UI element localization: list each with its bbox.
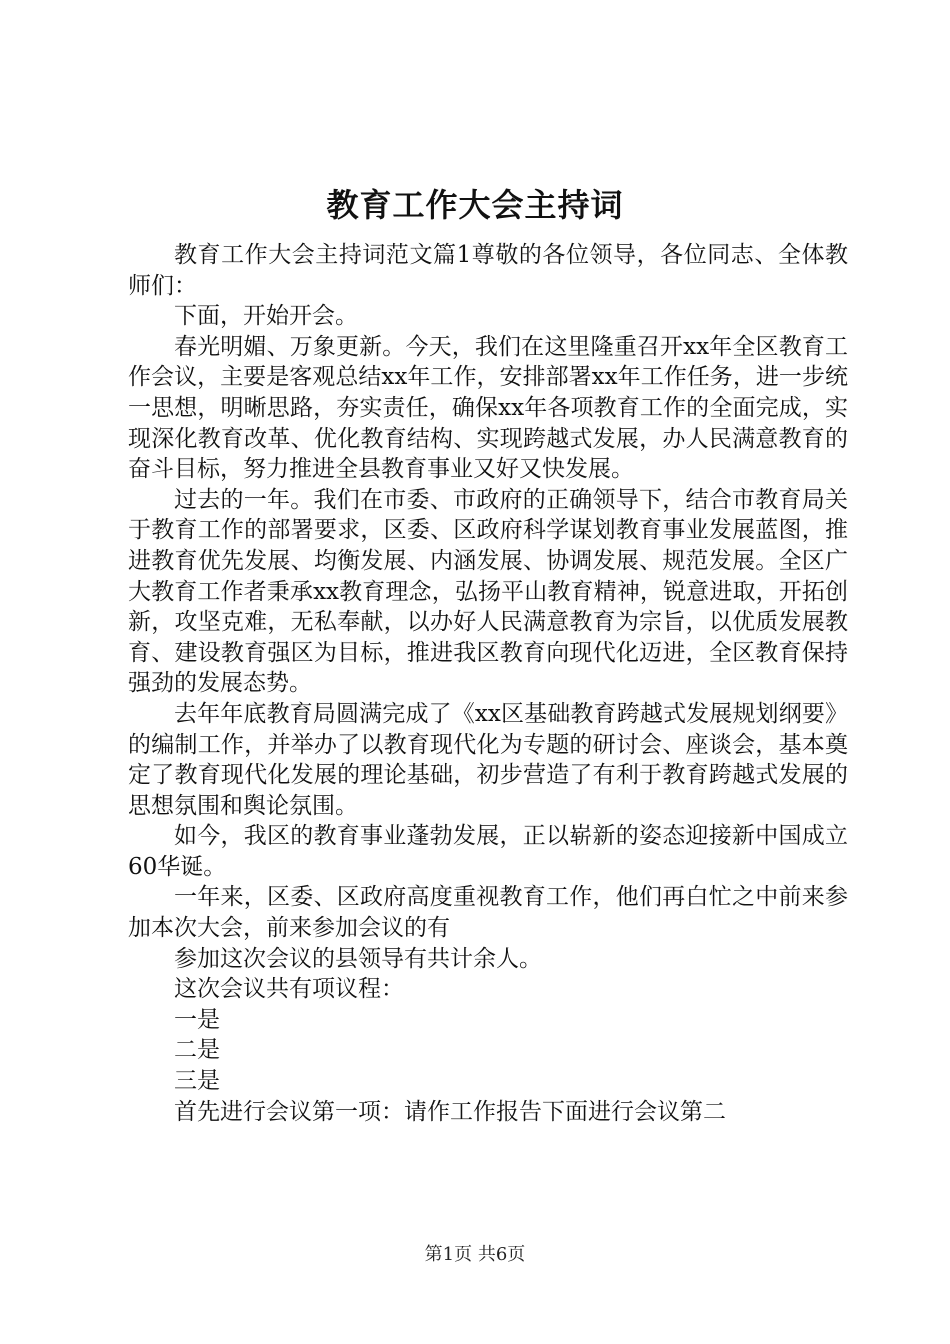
document-title: 教育工作大会主持词	[326, 186, 624, 224]
paragraph-spring: 春光明媚、万象更新。今天，我们在这里隆重召开xx年全区教育工作会议，主要是客观总结xx年工作，安排部署xx年工作任务，进一步统一思想，明晰思路，夯实责任，确保xx年各项教育工作的全面完成，实现深化教育改革、优化教育结构、实现跨越式发展，办人民满意教育的奋斗目标，努力推进全县教育事业又好又快发展。	[128, 333, 848, 483]
paragraph-now: 如今，我区的教育事业蓬勃发展，正以崭新的姿态迎接新中国成立60华诞。	[128, 823, 848, 880]
page-footer: 第1页 共6页	[424, 1244, 526, 1265]
document-body	[128, 240, 848, 1127]
paragraph-opening: 下面，开始开会。	[174, 303, 358, 330]
paragraph-salutation: 教育工作大会主持词范文篇1尊敬的各位领导，各位同志、全体教师们：	[128, 242, 848, 299]
agenda-item-2: 二是	[174, 1037, 220, 1064]
paragraph-agenda: 这次会议共有项议程：	[174, 976, 404, 1003]
paragraph-past-year: 过去的一年。我们在市委、市政府的正确领导下，结合市教育局关于教育工作的部署要求，区委、区政府科学谋划教育事业发展蓝图，推进教育优先发展、均衡发展、内涵发展、协调发展、规范发展。全区广大教育工作者秉承xx教育理念，弘扬平山教育精神，锐意进取，开拓创新，攻坚克难，无私奉献，以办好人民满意教育为宗旨，以优质发展教育、建设教育强区为目标，推进我区教育向现代化迈进，全区教育保持强劲的发展态势。	[128, 486, 848, 697]
paragraph-first-item: 首先进行会议第一项：请作工作报告下面进行会议第二	[174, 1098, 726, 1125]
paragraph-county-leaders: 参加这次会议的县领导有共计余人。	[174, 945, 542, 972]
agenda-item-1: 一是	[174, 1006, 220, 1033]
agenda-item-3: 三是	[174, 1068, 220, 1095]
paragraph-attendees: 一年来，区委、区政府高度重视教育工作，他们再白忙之中前来参加本次大会，前来参加会议的有	[128, 884, 848, 942]
paragraph-planning: 去年年底教育局圆满完成了《xx区基础教育跨越式发展规划纲要》的编制工作，并举办了以教育现代化为专题的研讨会、座谈会，基本奠定了教育现代化发展的理论基础，初步营造了有利于教育跨越式发展的思想氛围和舆论氛围。	[128, 700, 848, 819]
